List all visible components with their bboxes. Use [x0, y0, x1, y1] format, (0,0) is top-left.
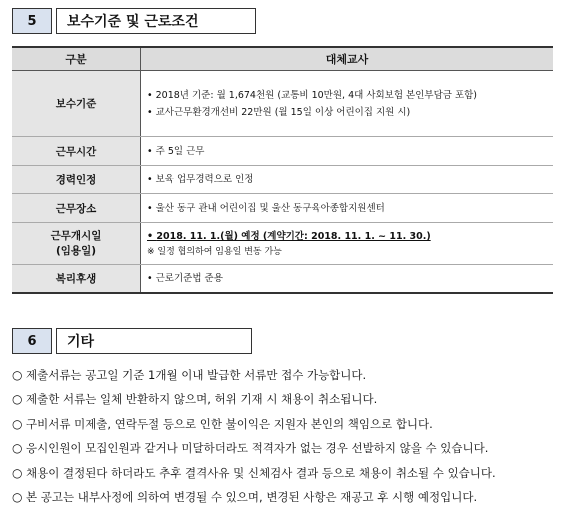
welfare-line: • 근로기준법 준용	[147, 270, 547, 287]
start-date-line: • 2018. 11. 1.(월) 예정 (계약기간: 2018. 11. 1. ~ 11. 30.)	[147, 228, 547, 245]
column-header-category: 구분	[12, 47, 141, 71]
section-number: 5	[12, 8, 52, 34]
row-label: 경력인정	[12, 166, 141, 194]
list-item	[12, 485, 496, 509]
table-row-career	[12, 166, 553, 194]
row-value	[141, 137, 554, 166]
conditions-table	[12, 46, 553, 294]
row-label: 보수기준	[12, 71, 141, 137]
list-item	[12, 387, 496, 411]
circle-bullet-icon: ○	[12, 416, 23, 431]
table-row-start-date	[12, 223, 553, 265]
section-number: 6	[12, 328, 52, 354]
start-label-line-1: 근무개시일	[50, 229, 102, 242]
section-6-header	[12, 328, 252, 356]
notice-text: 제출서류는 공고일 기준 1개월 이내 발급한 서류만 접수 가능합니다.	[26, 368, 367, 382]
notice-list	[12, 363, 496, 509]
list-item	[12, 436, 496, 460]
notice-text: 응시인원이 모집인원과 같거나 미달하더라도 적격자가 없는 경우 선발하지 않을 수 있습니다.	[26, 441, 489, 456]
row-label: 근무장소	[12, 194, 141, 223]
hours-line: • 주 5일 근무	[147, 143, 547, 160]
row-value	[141, 194, 554, 223]
row-value	[141, 166, 554, 194]
table-row-place	[12, 194, 553, 223]
pay-line-2: • 교사근무환경개선비 22만원 (월 15일 이상 어린이집 지원 시)	[147, 104, 547, 121]
list-item	[12, 461, 496, 485]
table-header-row	[12, 47, 553, 71]
circle-bullet-icon: ○	[12, 392, 23, 407]
career-line: • 보육 업무경력으로 인정	[147, 171, 547, 188]
row-label: 근무시간	[12, 137, 141, 166]
row-value	[141, 71, 554, 137]
row-label	[12, 223, 141, 265]
notice-text: 구비서류 미제출, 연락두절 등으로 인한 불이익은 지원자 본인의 책임으로 합니다.	[26, 416, 433, 431]
column-header-substitute-teacher: 대체교사	[141, 47, 554, 71]
pay-line-1: • 2018년 기준: 월 1,674천원 (교통비 10만원, 4대 사회보험 본인부담금 포함)	[147, 87, 547, 104]
circle-bullet-icon: ○	[12, 368, 23, 382]
section-5-header	[12, 8, 256, 36]
circle-bullet-icon: ○	[12, 441, 23, 456]
table-row-hours	[12, 137, 553, 166]
list-item	[12, 412, 496, 436]
start-date-note: ※ 일정 협의하여 임용일 변동 가능	[147, 247, 282, 257]
row-value	[141, 223, 554, 265]
notice-text: 본 공고는 내부사정에 의하여 변경될 수 있으며, 변경된 사항은 재공고 후 시행 예정입니다.	[26, 489, 478, 504]
circle-bullet-icon: ○	[12, 489, 23, 504]
notice-text: 채용이 결정된다 하더라도 추후 결격사유 및 신체검사 결과 등으로 채용이 취소될 수 있습니다.	[26, 465, 496, 480]
table-row-welfare	[12, 265, 553, 293]
place-line: • 울산 동구 관내 어린이집 및 울산 동구육아종합지원센터	[147, 200, 547, 217]
list-item	[12, 363, 496, 387]
circle-bullet-icon: ○	[12, 465, 23, 480]
section-title: 보수기준 및 근로조건	[56, 8, 256, 34]
start-label-line-2: (임용일)	[55, 244, 97, 257]
notice-text: 제출한 서류는 일체 반환하지 않으며, 허위 기재 시 채용이 취소됩니다.	[26, 392, 378, 407]
row-value	[141, 265, 554, 293]
section-title: 기타	[56, 328, 252, 354]
row-label: 복리후생	[12, 265, 141, 293]
table-row-pay	[12, 71, 553, 137]
